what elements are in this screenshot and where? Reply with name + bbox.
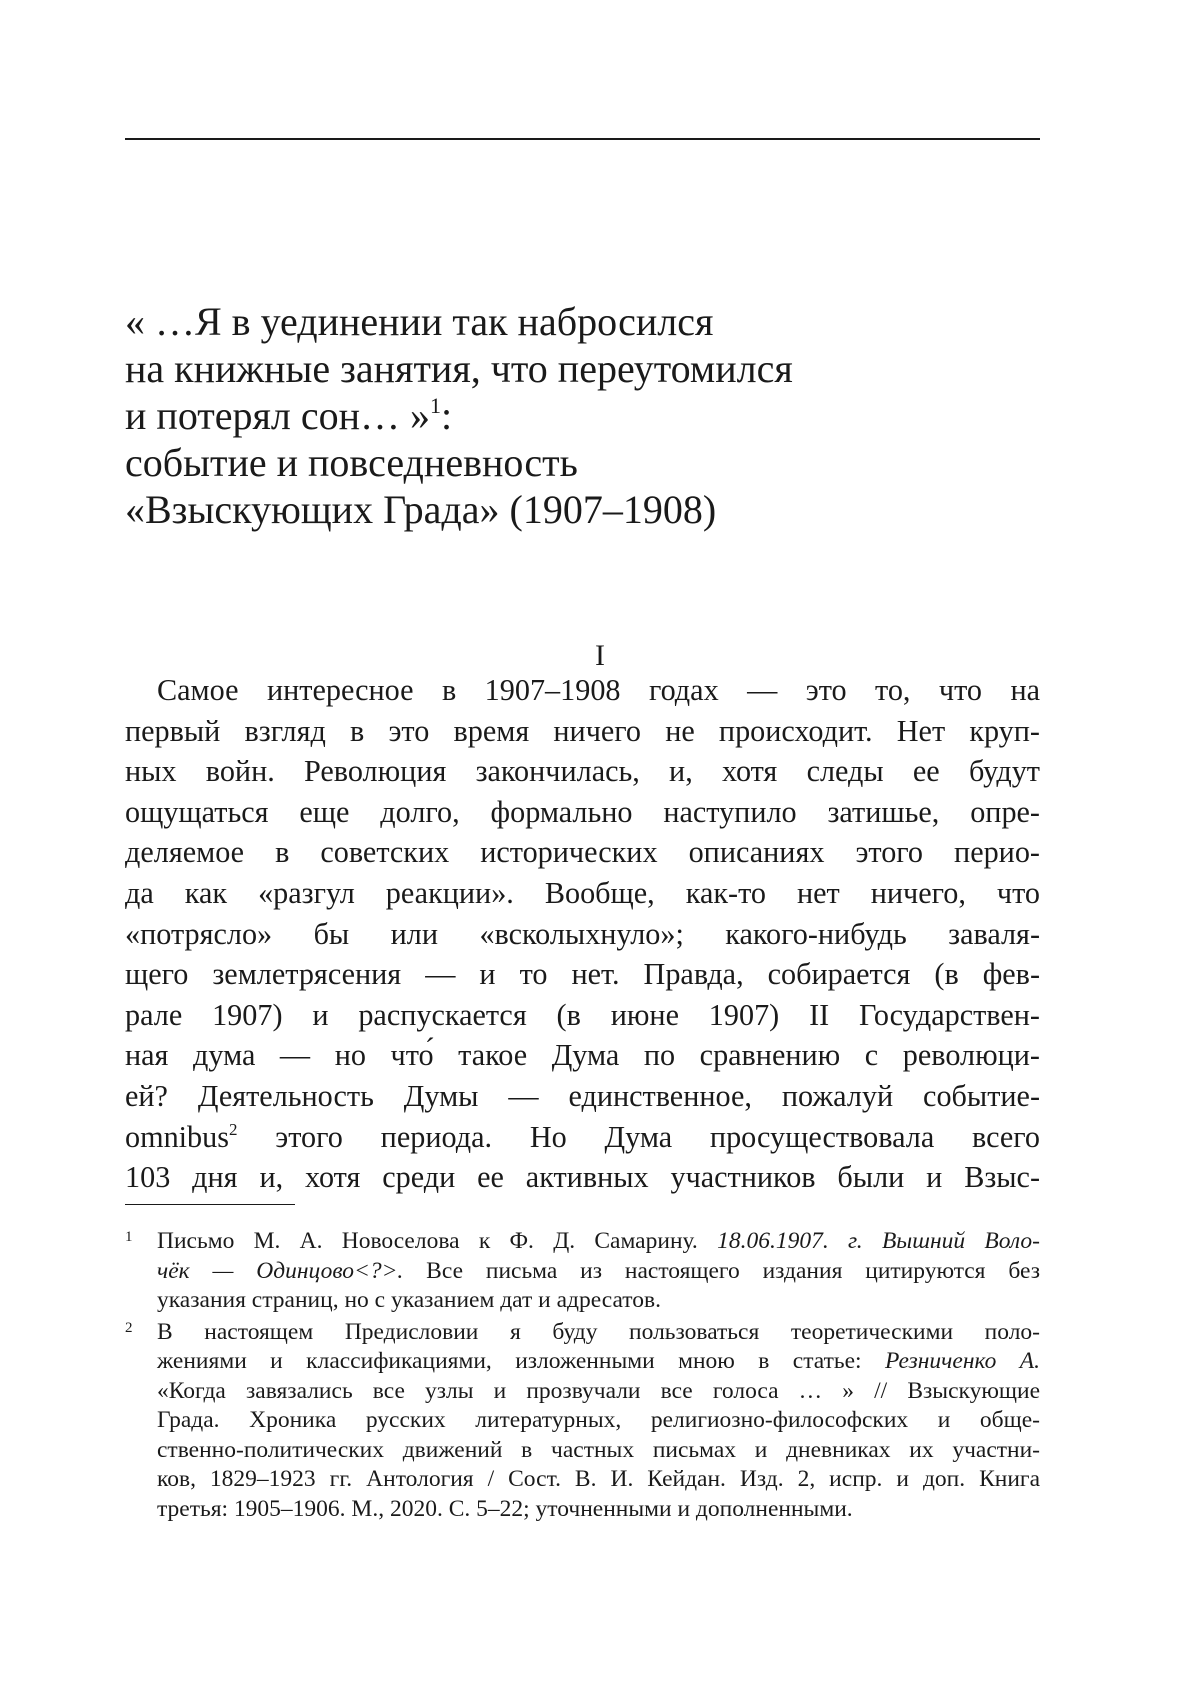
footnote-line: В настоящем Предисловии я буду пользоваться теоретическими поло- [157, 1318, 1040, 1345]
footnote-line [157, 1227, 1040, 1257]
footnote-rule [125, 1204, 295, 1205]
body-line: «потрясло» бы или «всколыхнуло»; какого-нибудь заваля- [125, 916, 1040, 951]
footnote-line [157, 1347, 1040, 1377]
body-line: 103 дня и, хотя среди ее активных участников были и Взыс- [125, 1160, 1040, 1195]
footnote-1-place: чёк — Одинцово<?>. [157, 1257, 404, 1284]
body-line: ных войн. Революция закончилась, и, хотя следы ее будут [125, 754, 1040, 789]
footnote-ref-1[interactable]: 1 [430, 393, 442, 418]
body-line: да как «разгул реакции». Вообще, как-то нет ничего, что [125, 875, 1040, 910]
footnote-line: Града. Хроника русских литературных, религиозно-философских и обще- [157, 1407, 1040, 1433]
footnote-1-text: Письмо М. А. Новоселова к Ф. Д. Самарину. [157, 1228, 718, 1254]
title-line-3-colon: : [441, 393, 453, 438]
footnote-line: «Когда завязались все узлы и прозвучали все голоса … » // Взыскующие [157, 1377, 1040, 1404]
header-rule [125, 138, 1040, 140]
title-line-5: «Взыскующих Града» (1907–1908) [125, 487, 717, 532]
body-line: деляемое в советских исторических описаниях этого перио- [125, 835, 1040, 870]
body-line: ная дума — но что́ такое Дума по сравнению с революци- [125, 1038, 1040, 1073]
footnote-line: ков, 1829–1923 гг. Антология / Сост. В. И. Кейдан. Изд. 2, испр. и доп. Книга [157, 1466, 1040, 1492]
body-omnibus: omnibus [125, 1119, 229, 1154]
footnote-1-mark: 1 [125, 1229, 133, 1245]
body-line: рале 1907) и распускается (в июне 1907) II Государствен- [125, 997, 1040, 1032]
body-line: первый взгляд в это время ничего не происходит. Нет круп- [125, 713, 1040, 748]
footnote-line: указания страниц, но с указанием дат и адресатов. [157, 1287, 661, 1313]
title-line-3-text: и потерял сон… » [125, 393, 431, 438]
footnote-2-author: Резниченко А. [884, 1348, 1040, 1374]
footnote-1 [125, 1227, 1040, 1316]
body-paragraph [125, 670, 1040, 1198]
title-line-3 [125, 392, 1040, 439]
section-number: I [595, 639, 605, 672]
body-line-12-rest: этого периода. Но Дума просуществовала всего [237, 1119, 1040, 1154]
footnote-2-mark: 2 [125, 1319, 133, 1336]
footnote-1-date-place: 18.06.1907. г. Вышний Воло- [717, 1228, 1041, 1254]
footnote-line [157, 1257, 1040, 1287]
title-line-1: « …Я в уединении так набросился [125, 299, 714, 344]
body-line [125, 1117, 1040, 1158]
footnote-1-text-2: Все письма из настоящего издания цитируются без [403, 1257, 1040, 1284]
footnotes [125, 1227, 1040, 1526]
body-line: ощущаться еще долго, формально наступило затишье, опре- [125, 794, 1040, 829]
title-line-4: событие и повседневность [125, 440, 578, 485]
body-line: щего землетрясения — и то нет. Правда, собирается (в фев- [125, 957, 1040, 992]
chapter-title [125, 298, 1040, 533]
body-line: ей? Деятельность Думы — единственное, пожалуй событие- [125, 1078, 1040, 1113]
footnote-ref-2[interactable]: 2 [229, 1119, 238, 1139]
title-line-2: на книжные занятия, что переутомился [125, 346, 793, 391]
footnote-line: третья: 1905–1906. М., 2020. С. 5–22; уточненными и дополненными. [157, 1495, 853, 1522]
footnote-2-text: жениями и классификациями, изложенными мною в статье: [157, 1348, 885, 1374]
body-line: Самое интересное в 1907–1908 годах — это то, что на [157, 673, 1040, 707]
footnote-2 [125, 1318, 1040, 1525]
footnote-line: ственно-политических движений в частных письмах и дневниках их участни- [157, 1436, 1040, 1463]
